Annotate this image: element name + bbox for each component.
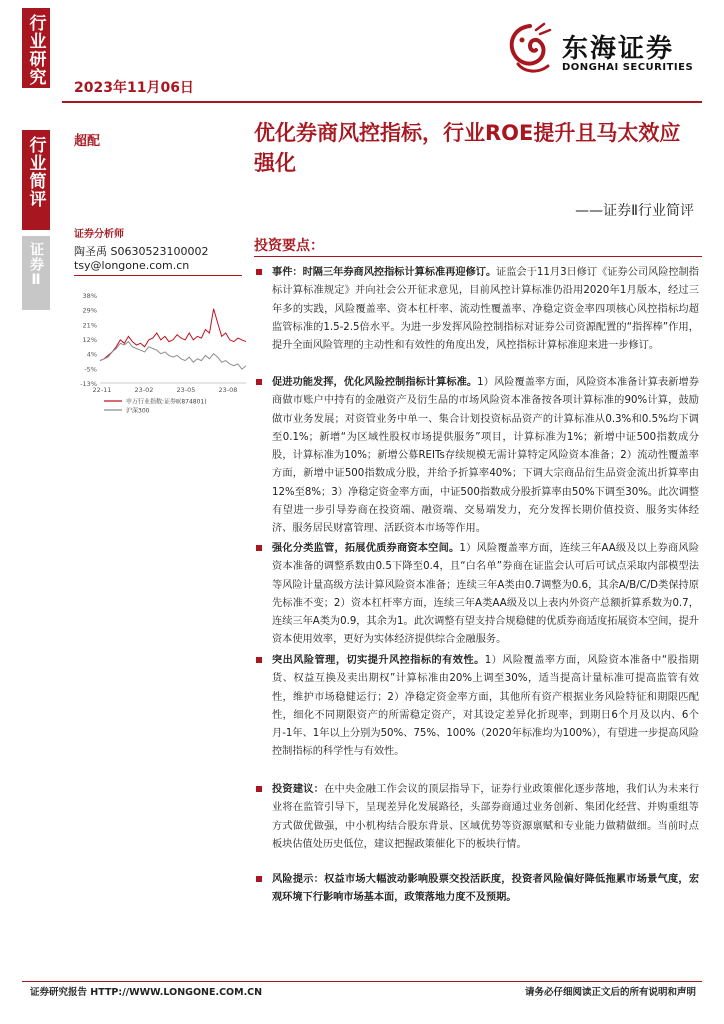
header-divider (62, 101, 702, 103)
footer-website: 证券研究报告 HTTP://WWW.LONGONE.COM.CN (30, 987, 263, 998)
report-title: 优化券商风控指标，行业ROE提升且马太效应强化 (254, 121, 681, 175)
logo-chinese-name: 东海证券 (562, 34, 675, 64)
investment-divider (254, 256, 702, 257)
bullet-risk-management (254, 652, 699, 762)
bullet-head: 投资建议： (272, 784, 325, 795)
y-tick-label: 29% (82, 306, 97, 315)
bullet-head: 风险提示： (272, 874, 325, 885)
bullet-body: 1）风险覆盖率方面，风险资本准备计算表新增券商做市账户中持有的金融资产及衍生品的市场风险资本准备按各项计算标准的90%计算，鼓励做市业务发展；对资管业务中单一、集合计划投资标品资产的计算标准从0.3%和0.5%均下调至0.1%；新增“为区域性股权市场提供服务”项目，计算标准为1%；新增中证500指数成分股，计算标准为10%；新增公募REITs存续规模无需计算特定风险资本准备；2）流动性覆盖率方面，新增中证500指数成分股，并给予折算率40%；下调大宗商品衍生品资金流出折算率由12%至8%；3）净稳定资金率方面，中证500指数成分股折算率由50%下调至30%。此次调整有望进一步引导券商在投资端、融资端、交易端发力，充分发挥长期价值投资、服务实体经济、服务居民财富管理、活跃资本市场等作用。 (272, 377, 700, 535)
industry-tag: 证券Ⅱ (22, 236, 50, 310)
bullet-body: 1）风险覆盖率方面，风险资本准备中“股指期货、权益互换及卖出期权”计算标准由20%上调至30%，适当提高计量标准可提高监管有效性，维护市场稳健运行；2）净稳定资金率方面，其他所有资产根据业务风险特征和期限匹配性，细化不同期限资产的所需稳定资产，对其设定差异化折现率，到期日6个月及以内、6个月-1年、1年以上分别为50%、75%、100%（2020年标准均为100%），有望进一步提高风险控制指标的科学性与有效性。 (272, 655, 699, 758)
bullet-square-icon (256, 269, 262, 275)
y-tick-label: 21% (82, 321, 97, 330)
bullet-body: 1）风险覆盖率方面，连续三年AA级及以上券商风险资本准备的调整系数由0.5下降至0.4，且“白名单”券商在证监会认可后可试点采取内部模型法等风险计量高级方法计算风险资本准备；连续三年A类由0.7调整为0.6，其余A/B/C/D类保持原先标准不变；2）资本杠杆率方面，连续三年A类AA级及以上表内外资产总额折算系数为0.7，连续三年A类为0.9，其余为1。此次调整有望支持合规稳健的优质券商适度拓展资本空间，提升资本使用效率，更好为实体经济提供综合金融服务。 (272, 543, 700, 646)
x-tick-label: 23-02 (134, 386, 154, 394)
bullet-classification (254, 540, 699, 650)
analyst-name: 陶圣禹 S0630523100002 (74, 245, 209, 258)
x-tick-label: 22-11 (92, 386, 112, 394)
footer-disclaimer: 请务必仔细阅读正文后的所有说明和声明 (524, 987, 696, 998)
y-tick-label: -13% (80, 380, 97, 388)
bullet-square-icon (256, 876, 262, 882)
y-tick-label: -5% (84, 365, 97, 374)
bullet-head: 促进功能发挥，优化风险控制指标计算标准。 (272, 377, 478, 388)
analyst-divider (74, 275, 242, 276)
bullet-body: 权益市场大幅波动影响股票交投活跃度，投资者风险偏好降低拖累市场景气度，宏观环境下行影响市场基本面，政策落地力度不及预期。 (272, 874, 700, 904)
analyst-label: 证券分析师 (74, 229, 124, 240)
bullet-square-icon (256, 545, 262, 551)
report-subtitle: ——证券Ⅱ行业简评 (575, 203, 694, 219)
industry-rating: 超配 (74, 134, 101, 149)
analyst-email: tsy@longone.com.cn (74, 259, 190, 272)
bullet-investment-advice (254, 781, 699, 854)
bullet-function (254, 374, 699, 539)
x-tick-label: 23-08 (218, 386, 238, 394)
investment-points-heading: 投资要点： (254, 238, 324, 254)
dragon-logo-icon (500, 20, 560, 80)
company-logo (500, 20, 710, 80)
logo-english-name: DONGHAI SECURITIES (562, 62, 694, 73)
bullet-event (254, 264, 699, 355)
bullet-body: 在中央金融工作会议的顶层指导下，证券行业政策催化逐步落地，我们认为未来行业将在监管引导下，呈现差异化发展路径，头部券商通过业务创新、集团化经营、并购重组等方式做优做强，中小机构结合股东背景、区域优势等资源禀赋和专业能力做精做细。当前时点板块估值处历史低位，建议把握政策催化下的板块行情。 (272, 784, 700, 850)
report-date: 2023年11月06日 (74, 80, 194, 96)
series-line-1 (100, 309, 246, 361)
footer-divider (22, 981, 702, 982)
legend-label: 沪深300 (126, 407, 150, 415)
bullet-square-icon (256, 786, 262, 792)
y-tick-label: 38% (82, 292, 97, 300)
performance-chart (74, 287, 254, 427)
report-type-tag: 行业研究 (22, 8, 50, 88)
bullet-head: 强化分类监管，拓展优质券商资本空间。 (272, 543, 460, 554)
bullet-body: 证监会于11月3日修订《证券公司风险控制指标计算标准规定》并向社会公开征求意见，目前风控计算标准仍沿用2020年1月版本，经过三年多的实践，风险覆盖率、资本杠杆率、流动性覆盖率、净稳定资金率四项核心风控指标均超监管标准的1.5-2.5倍水平。为进一步发挥风险控制指标对证券公司资源配置的“指挥棒”作用，提升全面风险管理的主动性和有效性的角度出发，风控指标计算标准迎来进一步修订。 (272, 267, 699, 352)
y-tick-label: 12% (82, 336, 97, 344)
series-line-2 (100, 342, 246, 370)
performance-chart-svg (74, 287, 254, 427)
legend-label: 申万行业指数:证券Ⅱ(874801) (126, 398, 207, 406)
bullet-risk-warning (254, 871, 699, 908)
x-tick-label: 23-05 (176, 386, 196, 394)
bullet-head: 突出风险管理，切实提升风控指标的有效性。 (272, 655, 485, 666)
bullet-head: 事件：时隔三年券商风控指标计算标准再迎修订。 (272, 267, 497, 278)
bullet-square-icon (256, 379, 262, 385)
y-tick-label: 4% (86, 350, 97, 359)
bullet-square-icon (256, 657, 262, 663)
report-subtype-tag: 行业简评 (22, 130, 50, 230)
